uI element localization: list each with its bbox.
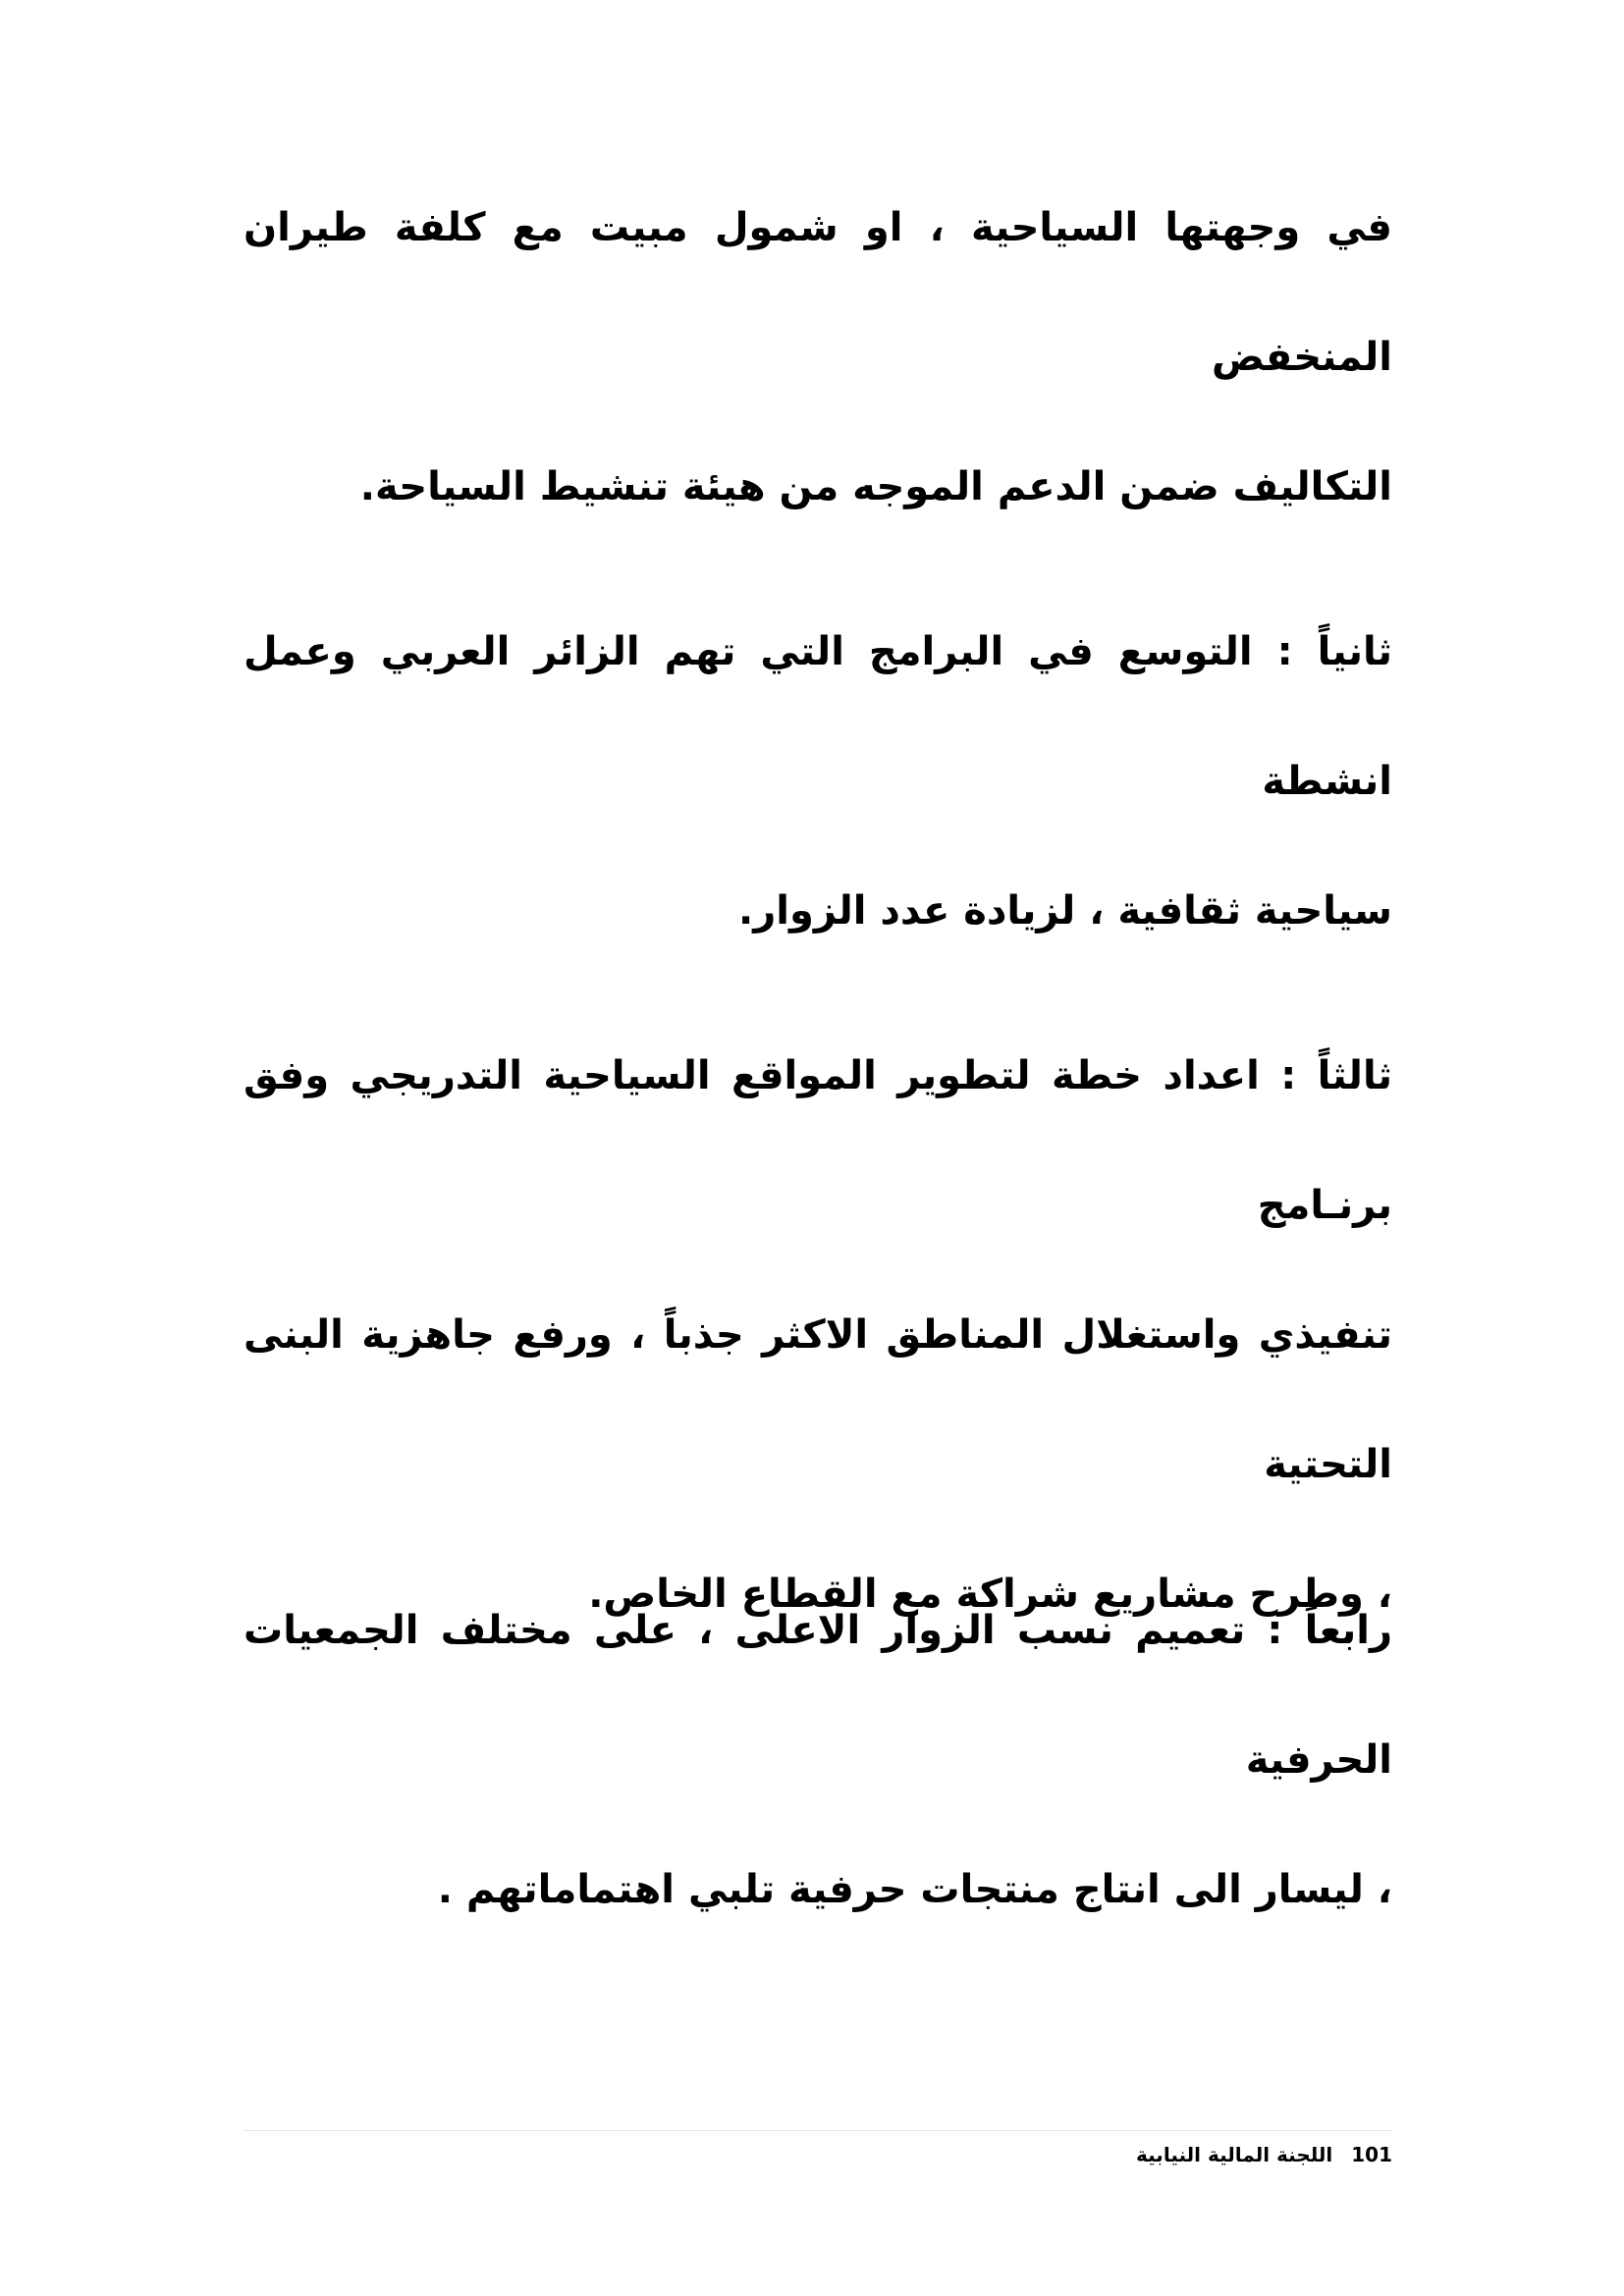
paragraph-line: التكاليف ضمن الدعم الموجه من هيئة تنشيط السياحة. [359,464,1392,509]
paragraph-line: سياحية ثقافية ، لزيادة عدد الزوار. [738,888,1392,934]
paragraph-4 [244,1566,1392,1954]
page-footer [244,2140,1392,2169]
paragraph-line: ثالثاً : اعداد خطة لتطوير المواقع السياحية التدريجي وفق برنـامج [244,1053,1392,1228]
footer-label: اللجنة المالية النيابية [1136,2143,1333,2166]
page-number: 101 [1351,2143,1392,2166]
paragraph-1 [244,163,1392,552]
paragraph-line: ، ليسار الى انتاج منتجات حرفية تلبي اهتماماتهم . [437,1867,1392,1912]
footer-divider [244,2130,1392,2131]
paragraph-line: ، وطرح مشاريع شراكة مع القطاع الخاص. [588,1572,1392,1617]
paragraph-line: تنفيذي واستغلال المناطق الاكثر جذباً ، ورفع جاهزية البنى التحتية [244,1312,1392,1487]
paragraph-3 [244,1011,1392,1659]
paragraph-line: ثانياً : التوسع في البرامج التي تهم الزائر العربي وعمل انشطة [244,629,1392,804]
paragraph-line: في وجهتها السياحية ، او شمول مبيت مع كلفة طيران المنخفض [244,205,1392,380]
paragraph-line: رابعاً : تعميم نسب الزوار الاعلى ، على مختلف الجمعيات الحرفية [244,1608,1392,1783]
paragraph-2 [244,587,1392,976]
